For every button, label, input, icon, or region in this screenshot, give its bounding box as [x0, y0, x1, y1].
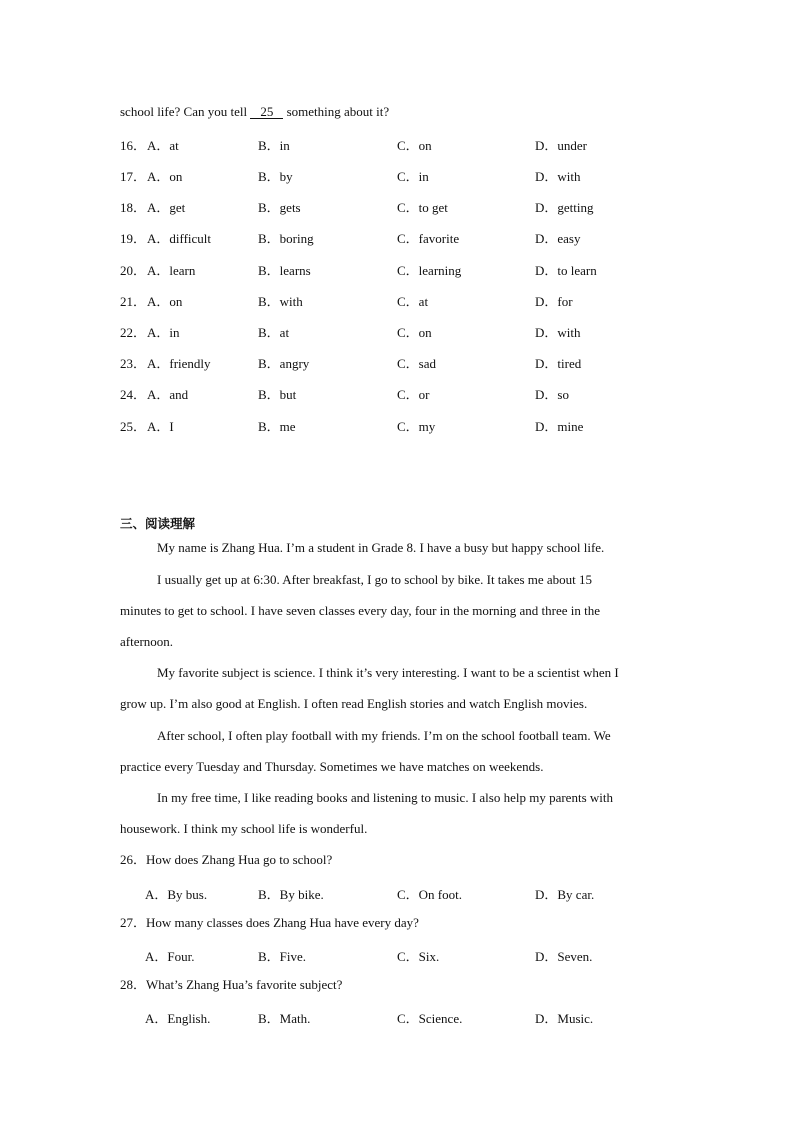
- question-number: 18．: [120, 200, 147, 215]
- option-c: C．on: [397, 325, 432, 340]
- option-d: D．easy: [535, 231, 581, 246]
- cloze-question-21: [120, 291, 680, 307]
- question-number: 17．: [120, 169, 147, 184]
- option-a: A．in: [147, 325, 180, 340]
- question-26-options: [120, 884, 680, 900]
- option-b: B．but: [258, 387, 297, 402]
- question-27-options: [120, 946, 680, 962]
- cloze-question-19: [120, 228, 680, 244]
- section-heading: 三、阅读理解: [120, 516, 196, 531]
- option-d: D．Music.: [535, 1011, 594, 1026]
- question-number: 23．: [120, 356, 147, 371]
- question-28-stem: 28．What’s Zhang Hua’s favorite subject?: [120, 977, 343, 992]
- question-number: 21．: [120, 294, 147, 309]
- option-d: D．so: [535, 387, 569, 402]
- option-a: A．learn: [147, 263, 196, 278]
- option-a: A．Four.: [145, 949, 195, 964]
- option-b: B．learns: [258, 263, 311, 278]
- passage-line: grow up. I’m also good at English. I often read English stories and watch English movies.: [120, 696, 588, 711]
- option-b: B．Math.: [258, 1011, 311, 1026]
- question-number: 25．: [120, 419, 147, 434]
- option-a: A．on: [147, 169, 183, 184]
- option-c: C．Science.: [397, 1011, 463, 1026]
- option-a: A．get: [147, 200, 186, 215]
- option-a: A．English.: [145, 1011, 211, 1026]
- option-a: A．friendly: [147, 356, 211, 371]
- passage-line: minutes to get to school. I have seven classes every day, four in the morning and three in the: [120, 603, 601, 618]
- option-c: C．my: [397, 419, 436, 434]
- option-d: D．for: [535, 294, 573, 309]
- cloze-question-20: [120, 260, 680, 276]
- option-c: C．sad: [397, 356, 437, 371]
- question-number: 24．: [120, 387, 147, 402]
- option-c: C．learning: [397, 263, 462, 278]
- cloze-question-18: [120, 197, 680, 213]
- option-b: B．with: [258, 294, 303, 309]
- option-b: B．gets: [258, 200, 301, 215]
- question-28-options: [120, 1008, 680, 1024]
- option-b: B．angry: [258, 356, 310, 371]
- option-d: D．mine: [535, 419, 584, 434]
- question-27-stem: 27．How many classes does Zhang Hua have every day?: [120, 915, 419, 930]
- option-c: C．Six.: [397, 949, 440, 964]
- cloze-blank-25: 25: [250, 105, 283, 119]
- passage-line: afternoon.: [120, 634, 174, 649]
- option-b: B．in: [258, 138, 290, 153]
- option-c: C．or: [397, 387, 430, 402]
- cloze-intro-tail: something about it?: [286, 104, 390, 119]
- cloze-intro-text: school life? Can you tell: [120, 104, 248, 119]
- option-b: B．boring: [258, 231, 314, 246]
- option-d: D．with: [535, 169, 581, 184]
- option-d: D．with: [535, 325, 581, 340]
- question-number: 19．: [120, 231, 147, 246]
- option-c: C．to get: [397, 200, 448, 215]
- option-b: B．by: [258, 169, 293, 184]
- option-a: A．on: [147, 294, 183, 309]
- cloze-intro-line: [120, 104, 389, 120]
- option-d: D．getting: [535, 200, 594, 215]
- option-a: A．difficult: [147, 231, 212, 246]
- cloze-question-25: [120, 416, 680, 432]
- option-c: C．On foot.: [397, 887, 463, 902]
- option-c: C．in: [397, 169, 429, 184]
- option-b: B．at: [258, 325, 290, 340]
- option-a: A．and: [147, 387, 189, 402]
- option-a: A．By bus.: [145, 887, 208, 902]
- option-b: B．By bike.: [258, 887, 324, 902]
- option-d: D．under: [535, 138, 587, 153]
- option-d: D．Seven.: [535, 949, 593, 964]
- passage-line: I usually get up at 6:30. After breakfast, I go to school by bike. It takes me about 15: [157, 572, 593, 587]
- option-b: B．me: [258, 419, 296, 434]
- cloze-question-24: [120, 384, 680, 400]
- cloze-question-17: [120, 166, 680, 182]
- passage-line: My favorite subject is science. I think it’s very interesting. I want to be a scientist when I: [157, 665, 619, 680]
- option-c: C．favorite: [397, 231, 460, 246]
- cloze-question-22: [120, 322, 680, 338]
- option-c: C．on: [397, 138, 432, 153]
- option-a: A．at: [147, 138, 179, 153]
- question-number: 16．: [120, 138, 147, 153]
- question-number: 22．: [120, 325, 147, 340]
- question-26-stem: 26．How does Zhang Hua go to school?: [120, 852, 333, 867]
- passage-line: My name is Zhang Hua. I’m a student in Grade 8. I have a busy but happy school life.: [157, 540, 605, 555]
- passage-line: After school, I often play football with my friends. I’m on the school football team. We: [157, 728, 611, 743]
- option-a: A．I: [147, 419, 174, 434]
- option-d: D．By car.: [535, 887, 595, 902]
- question-number: 20．: [120, 263, 147, 278]
- cloze-question-16: [120, 135, 680, 151]
- option-d: D．tired: [535, 356, 582, 371]
- option-d: D．to learn: [535, 263, 597, 278]
- passage-line: housework. I think my school life is wonderful.: [120, 821, 368, 836]
- cloze-question-23: [120, 353, 680, 369]
- passage-line: practice every Tuesday and Thursday. Sometimes we have matches on weekends.: [120, 759, 544, 774]
- passage-line: In my free time, I like reading books and listening to music. I also help my parents with: [157, 790, 613, 805]
- option-c: C．at: [397, 294, 429, 309]
- option-b: B．Five.: [258, 949, 307, 964]
